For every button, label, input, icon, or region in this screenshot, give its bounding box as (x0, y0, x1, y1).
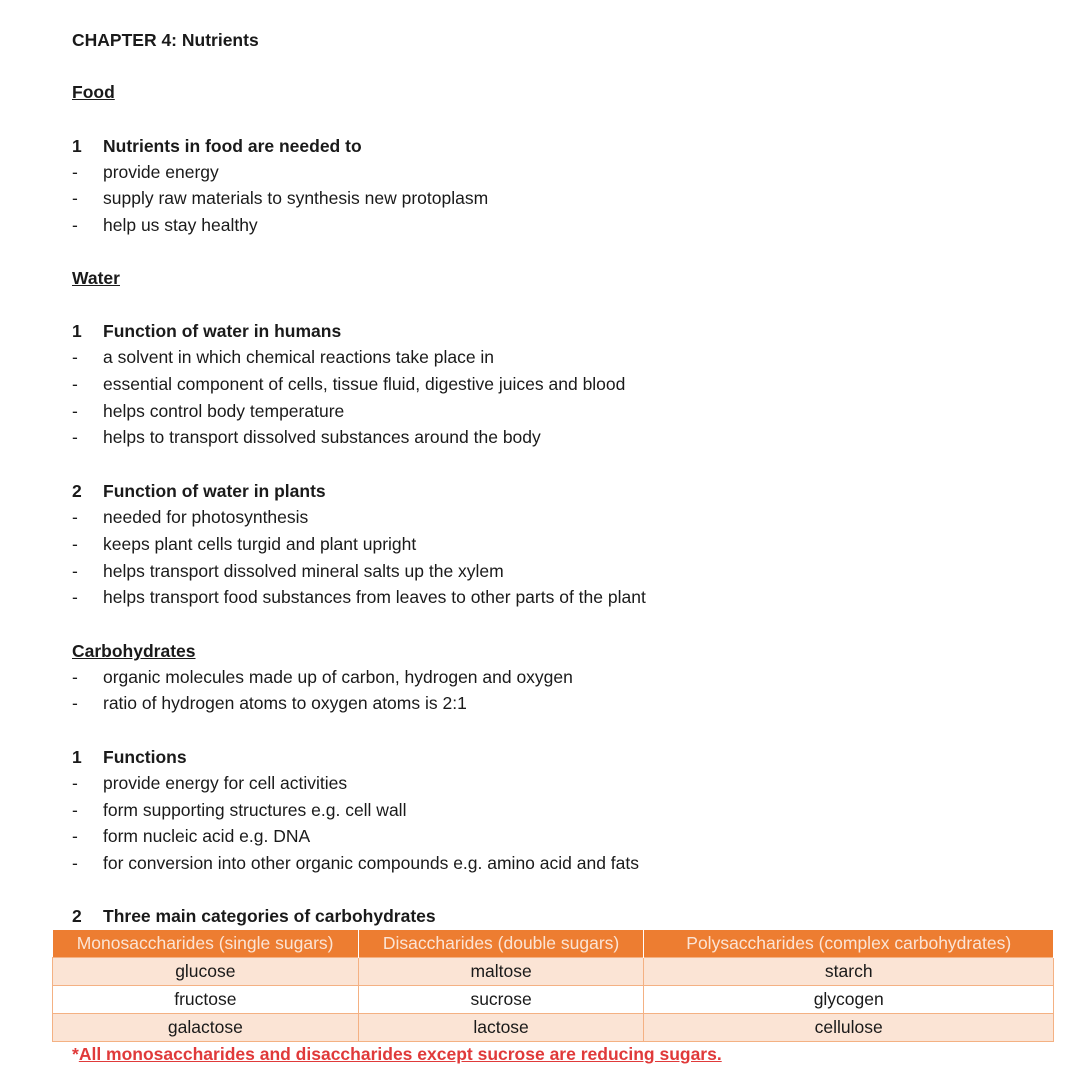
reducing-sugars-note (72, 1043, 722, 1065)
list-item: - helps control body temperature (72, 401, 345, 421)
table-cell: fructose (53, 986, 359, 1014)
table-cell: maltose (358, 958, 644, 986)
section-title: Function of water in plants (103, 481, 326, 501)
food-heading: Food (72, 82, 115, 102)
water-heading: Water (72, 268, 120, 288)
note-asterisk: * (72, 1044, 79, 1064)
section-title: Three main categories of carbohydrates (103, 906, 436, 926)
table-row (53, 958, 1054, 986)
list-item: - helps transport food substances from leaves to other parts of the plant (72, 587, 646, 607)
note-text: All monosaccharides and disaccharides except sucrose are reducing sugars. (78, 1044, 722, 1064)
bullet-dash: - (72, 215, 78, 235)
column-header-disaccharides: Disaccharides (double sugars) (358, 930, 644, 958)
list-item: - provide energy (72, 162, 219, 182)
bullet-dash: - (72, 507, 78, 527)
section-number: 1 (72, 321, 82, 341)
section-title: Functions (103, 747, 187, 767)
chapter-title: CHAPTER 4: Nutrients (72, 30, 259, 50)
bullet-dash: - (72, 374, 78, 394)
section-number: 1 (72, 747, 82, 767)
section-title: Nutrients in food are needed to (103, 136, 362, 156)
section-title: Function of water in humans (103, 321, 342, 341)
bullet-dash: - (72, 800, 78, 820)
food-section-1-title (72, 135, 362, 157)
water-section-1-title (72, 320, 341, 342)
table-cell: glucose (53, 958, 359, 986)
bullet-dash: - (72, 773, 78, 793)
section-number: 2 (72, 481, 82, 501)
list-item: - supply raw materials to synthesis new protoplasm (72, 188, 489, 208)
list-item: - essential component of cells, tissue fluid, digestive juices and blood (72, 374, 626, 394)
table-cell: glycogen (644, 986, 1054, 1014)
table-header-row (53, 930, 1054, 958)
bullet-dash: - (72, 401, 78, 421)
list-item: - needed for photosynthesis (72, 507, 309, 527)
list-item: - help us stay healthy (72, 215, 258, 235)
section-number: 2 (72, 906, 82, 926)
bullet-dash: - (72, 826, 78, 846)
water-section-2-title (72, 480, 326, 502)
list-item: - form supporting structures e.g. cell wall (72, 800, 407, 820)
bullet-dash: - (72, 162, 78, 182)
carbohydrates-section-2-title (72, 905, 436, 927)
carbohydrates-heading: Carbohydrates (72, 641, 196, 661)
column-header-polysaccharides: Polysaccharides (complex carbohydrates) (644, 930, 1054, 958)
bullet-dash: - (72, 188, 78, 208)
list-item: - helps to transport dissolved substances around the body (72, 427, 541, 447)
bullet-dash: - (72, 693, 78, 713)
bullet-dash: - (72, 853, 78, 873)
section-number: 1 (72, 136, 82, 156)
table-cell: cellulose (644, 1014, 1054, 1042)
column-header-monosaccharides: Monosaccharides (single sugars) (53, 930, 359, 958)
carbohydrate-categories-table (52, 930, 1054, 1042)
list-item: - form nucleic acid e.g. DNA (72, 826, 311, 846)
bullet-dash: - (72, 667, 78, 687)
bullet-dash: - (72, 427, 78, 447)
bullet-dash: - (72, 347, 78, 367)
bullet-dash: - (72, 561, 78, 581)
table-row (53, 986, 1054, 1014)
bullet-dash: - (72, 534, 78, 554)
list-item: - ratio of hydrogen atoms to oxygen atoms is 2:1 (72, 693, 467, 713)
list-item: - provide energy for cell activities (72, 773, 348, 793)
table-row (53, 1014, 1054, 1042)
list-item: - keeps plant cells turgid and plant upright (72, 534, 417, 554)
table-cell: sucrose (358, 986, 644, 1014)
list-item: - helps transport dissolved mineral salts up the xylem (72, 561, 504, 581)
list-item: - organic molecules made up of carbon, hydrogen and oxygen (72, 667, 573, 687)
table-cell: galactose (53, 1014, 359, 1042)
table-cell: lactose (358, 1014, 644, 1042)
list-item: - for conversion into other organic compounds e.g. amino acid and fats (72, 853, 640, 873)
list-item: - a solvent in which chemical reactions take place in (72, 347, 495, 367)
bullet-dash: - (72, 587, 78, 607)
carbohydrates-section-1-title (72, 746, 187, 768)
table-cell: starch (644, 958, 1054, 986)
